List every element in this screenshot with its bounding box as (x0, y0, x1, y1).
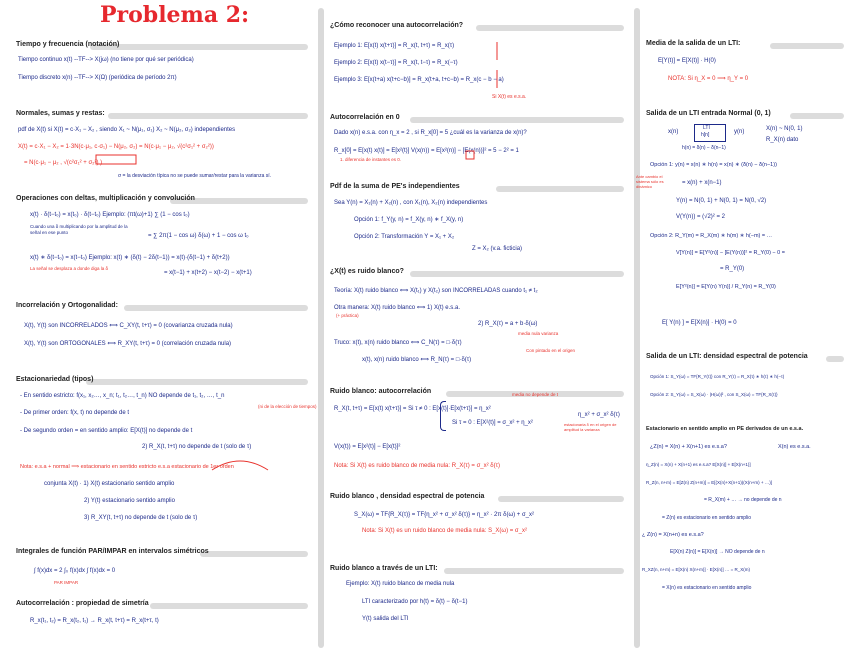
text-line: Sea Y(n) = X₁(n) + X₂(n) , con X₁(n), X₂(n) independientes (334, 200, 488, 206)
text-line: X(t) = c·X₁ − X₂ = 1·3N(c·μ₁, c·σ₁) − N(μ₂, σ₂) = N(c·μ₁ − μ₂, √(c²σ₁² + σ₂²)) (18, 144, 214, 150)
text-line: η_x² + σ_x² δ(τ) (578, 412, 620, 418)
note-line: Cuando una δ multiplicando por la amplitud de la señal en ese punto (30, 224, 128, 235)
section-heading-ruido-blanco-autocorrelacion: Ruido blanco: autocorrelación (330, 388, 432, 395)
section-heading-autocorrelacion-simetria: Autocorrelación : propiedad de simetría (16, 600, 149, 607)
section-heading-esa-derivados: Estacionario en sentido amplio en PE derivados de un e.s.a. (646, 426, 804, 432)
text-line: = R_X(m) + … → no depende de n (704, 497, 782, 503)
text-line: Y(n) = N(0, 1) + N(0, 1) = N(0, √2) (676, 198, 767, 204)
text-line: = x(n) + x(n−1) (682, 180, 722, 186)
text-line: X(n) es e.s.a. (778, 444, 811, 450)
note-line: Nota: e.s.a + normal ⟹ estacionario en sentido estricto e.s.a estacionario de 1er orden (20, 464, 234, 470)
note-line: media nula varianza (518, 331, 559, 336)
text-line: R_x[0] = E[x(t) x(t)] = E[x²(t)] V(x(n)) = E[x²(n)] − [E(x(n))]² = 5 − 2² = 1 (334, 148, 519, 154)
text-line: V[Y(n)] = E[Y²(n)] − [E(Y(n))]² = R_Y(0) − 0 = (676, 250, 785, 256)
text-line: Ejemplo 3: E[x(t+a) x(t+c−b)] = R_x(t+a, t+c−b) = R_x(c − b − a) (334, 77, 504, 83)
note-line: PAR IMPAR (54, 580, 79, 585)
section-heading-estacionariedad: Estacionariedad (tipos) (16, 376, 94, 383)
note-line: 1. diferencia de instantes es 0. (340, 157, 402, 162)
text-line: Opción 1: S_Y(ω) = TF{R_Y(τ)} con R_Y(τ) = R_X(τ) ∗ h(τ) ∗ h(−τ) (650, 374, 785, 379)
text-line: = X(n) es estacionario en sentido amplio (662, 585, 752, 591)
text-line: = Z(n) es estacionario en sentido amplio (662, 515, 752, 521)
text-line: Teoría: X(t) ruido blanco ⟺ X(t₁) y X(t₂) son INCORRELADAS cuando t₁ ≠ t₂ (334, 288, 538, 294)
note-line: estacionaria δ en el origen de amplitud la varianza (564, 422, 617, 432)
section-heading-salida-normal: Salida de un LTI entrada Normal (0, 1) (646, 110, 771, 117)
text-line: V(Y(n)) = (√2)² = 2 (676, 214, 725, 220)
lti-box-label: LTI (703, 125, 710, 131)
text-line: Y(t) salida del LTI (362, 616, 409, 622)
text-line: Z = X₂ (v.a. ficticia) (472, 246, 523, 252)
note-line: σ = la desviación típica no se puede sumar/restar para la varianza sí. (118, 173, 272, 179)
text-line: Opción 2: Transformación Y = X₁ + X₂ (354, 234, 455, 240)
highlight-box (466, 151, 474, 159)
text-line: = ∑ 2π(1 − cos ω) δ(ω) + 1 − cos ω t₀ (148, 233, 249, 239)
section-heading-suma-pe: Pdf de la suma de PE's independientes (330, 183, 460, 190)
text-line: R_Z(n, n+m) = E[Z(n) Z(n+m)] = E[(X(n)+X(n+1))(X(n+m) + …)] (646, 480, 773, 485)
text-line: Ejemplo 1: E[x(t) x(t+τ)] = R_x(t, t+τ) = R_x(τ) (334, 43, 455, 49)
text-line: ¿ Z(n) = X(n+n) es e.s.a? (642, 532, 704, 538)
text-line: X(t), Y(t) son ORTOGONALES ⟺ R_XY(t, t+τ) = 0 (correlación cruzada nula) (24, 341, 232, 347)
text-line: E[Y(t)] = E[X(t)] · H(0) (658, 58, 716, 64)
text-line: x(t) ∗ δ(t−t₀) = x(t−t₀) Ejemplo: x(t) ∗ (δ(t) − 2δ(t−1)) = x(t)·(δ(t−1) + δ(t+2)) (30, 255, 230, 261)
text-line: x(t), x(n) ruido blanco ⟺ R_N(τ) = □·δ(τ) (362, 357, 472, 363)
text-line: Tiempo discreto x(n) --TF--> X(Ω) (periódica de período 2π) (18, 75, 177, 81)
text-line: R_x(t₁, t₂) = R_x(t₂, t₁) → R_x(t, t+τ) = R_x(t+τ, t) (30, 618, 159, 624)
text-line: ∫ f(x)dx = 2 ∫₀ f(x)dx ∫ f(x)dx = 0 (34, 568, 116, 574)
note-line: La señal se desplaza a donde diga la δ (30, 266, 109, 271)
section-heading-salida-densidad: Salida de un LTI: densidad espectral de potencia (646, 353, 808, 360)
text-line: Opción 1: f_Y(y, n) = f_X(y, n) ∗ f_X(y, n) (354, 217, 464, 223)
text-line: S_X(ω) = TF{R_X(τ)} = TF{η_x² + σ_x² δ(τ)} = η_x² · 2π δ(ω) + σ_x² (354, 512, 534, 518)
note-line: Si X(t) es e.s.a. (492, 94, 527, 100)
note-line: Ante cambio el sistema sólo es dinámico (636, 174, 664, 189)
section-heading-ruido-blanco: ¿X(t) es ruido blanco? (330, 268, 404, 275)
text-line: x(n) (668, 129, 679, 135)
note-line: (+ práctica) (336, 313, 359, 318)
note-line: media no depende de t (512, 392, 559, 397)
text-line: X(n) ~ N(0, 1) (766, 126, 803, 132)
text-line: LTI caracterizado por h(t) = δ(t) − δ(t−1) (362, 599, 468, 605)
text-line: Si τ = 0 : E[X²(t)] = σ_x² + η_x² (452, 420, 533, 426)
text-line: X(t), Y(t) son INCORRELADOS ⟺ C_XY(t, t+τ) = 0 (covarianza cruzada nula) (24, 323, 233, 329)
text-line: - En sentido estricto: f(x₁, x₂…, x_n; t₁, t₂…, t_n) NO depende de t₁, t₂, …, t_n (20, 393, 225, 399)
text-line: y(n) (734, 129, 745, 135)
text-line: E[X(n) Z(n)] = E[X(n)] → NO depende de n (670, 549, 765, 555)
text-line: = N(c·μ₁ − μ₂ , √(c²σ₁² + σ₂²) ) (24, 160, 103, 166)
estacionario-arrow-arc (212, 461, 268, 470)
section-heading-ruido-lti: Ruido blanco a través de un LTI: (330, 565, 438, 572)
text-line: Tiempo continuo x(t) --TF--> X(jω) (no tiene por qué ser periódica) (18, 57, 194, 63)
text-line: 2) Y(t) estacionario sentido amplio (84, 498, 175, 504)
section-heading-reconocer-autocorrelacion: ¿Cómo reconocer una autocorrelación? (330, 22, 464, 29)
section-heading-integrales: Integrales de función PAR/IMPAR en intervalos simétricos (16, 548, 209, 555)
text-line: R_X(n) dato (766, 137, 799, 143)
section-heading-incorrelacion: Incorrelación y Ortogonalidad: (16, 302, 118, 309)
lti-box-label: h[n] (701, 132, 710, 138)
text-line: R_XZ(n, n+m) = E[X(n) X(n+m)] · E[X(n)] … = R_X(m) (642, 567, 751, 572)
section-heading-deltas: Operaciones con deltas, multiplicación y convolución (16, 195, 195, 202)
highlight-box (96, 155, 136, 164)
note-line: Nota: Si X(t) es ruido blanco de media nula: R_X(τ) = σ_x² δ(τ) (334, 463, 501, 469)
text-line: Opción 2: S_Y(ω) = S_X(ω) · |H(ω)|² , con S_X(ω) = TF{R_X(τ)} (650, 392, 778, 397)
text-line: E[Y²(n)] = E[Y(n) Y(n)] / R_Y(n) = R_Y(0) (676, 284, 776, 290)
section-heading-densidad-espectral: Ruido blanco , densidad espectral de potencia (330, 493, 485, 500)
text-line: Ejemplo 2: E[x(t) x(t−τ)] = R_x(t, t−τ) = R_x(−τ) (334, 60, 458, 66)
text-line: = x(t−1) + x(t+2) − x(t−2) − x(t+1) (164, 270, 252, 276)
text-line: Dado x(n) e.s.a. con η_x = 2 , si R_x[0] = 5 ¿cuál es la varianza de x(n)? (334, 130, 527, 136)
text-line: Opción 1: y(n) = x(n) ∗ h(n) = x(n) ∗ (δ(n) − δ(n−1)) (650, 162, 777, 168)
note-line: NOTA: Si η_X = 0 ⟹ η_Y = 0 (668, 76, 749, 82)
text-line: - De segundo orden = en sentido amplio: E[X(t)] no depende de t (20, 428, 193, 434)
section-heading-normales: Normales, sumas y restas: (16, 110, 105, 117)
section-heading-tiempo-frecuencia: Tiempo y frecuencia (notación) (16, 41, 120, 48)
text-line: Otra manera: X(t) ruido blanco ⟺ 1) X(t) e.s.a. (334, 305, 460, 311)
text-line: Opción 2: R_Y(m) = R_X(m) ∗ h(m) ∗ h(−m) = … (650, 233, 773, 239)
note-line: Nota: Si X(t) es un ruido blanco de media nula: S_X(ω) = σ_x² (362, 528, 527, 534)
text-line: R_X(t, t+τ) = E[x(t) x(t+τ)] = Si τ ≠ 0 : E[x(t)]·E[x(t+τ)] = η_x² (334, 406, 491, 412)
text-line: h(n) = δ(n) − δ(n−1) (682, 145, 726, 151)
text-line: Ejemplo: X(t) ruido blanco de media nula (346, 581, 455, 587)
text-line: ¿Z(n) = X(n) + X(n+1) es e.s.a? (650, 444, 727, 450)
text-line: x(t) · δ(t−t₀) = x(t₀) · δ(t−t₀) Ejemplo: (πt(ω)+1) ∑ (1 − cos t₀) (30, 212, 190, 218)
section-heading-autocorrelacion-cero: Autocorrelación en 0 (330, 114, 400, 121)
text-line: pdf de X(t) si X(t) = c·X₁ − X₂ , siendo X₁ ~ N(μ₁, σ₁) X₂ ~ N(μ₂, σ₂) independientes (18, 127, 236, 133)
text-line: - De primer orden: f(x, t) no depende de t (20, 410, 130, 416)
text-line: Truco: x(t), x(n) ruido blanco ⟺ C_N(τ) = □·δ(τ) (334, 340, 462, 346)
section-heading-media-salida: Media de la salida de un LTI: (646, 40, 741, 47)
text-line: 2) R_X(t, t+τ) no depende de t (solo de τ) (142, 444, 252, 450)
text-line: V(x(t)) = E[x²(t)] − E[x(t)]² (334, 444, 401, 450)
note-line: (ni de la elección de tiempos) (258, 404, 317, 409)
text-line: E[ Y(n) ] = E[X(n)] · H(0) = 0 (662, 320, 737, 326)
text-line: 3) R_XY(t, t+τ) no depende de t (solo de τ) (84, 515, 198, 521)
note-line: Con pintado en el origen (526, 348, 576, 353)
text-line: η_Z(n) = X(n) + X(n+1) es e.s.a? E[X(n)] + E[X(n+1)] (646, 462, 751, 467)
text-line: = R_Y(0) (720, 266, 745, 272)
text-line: 2) R_X(τ) = a + b·δ(ω) (478, 321, 538, 327)
page-title: Problema 2: (100, 2, 250, 28)
text-line: conjunta X(t) · 1) X(t) estacionario sentido amplio (44, 481, 175, 487)
